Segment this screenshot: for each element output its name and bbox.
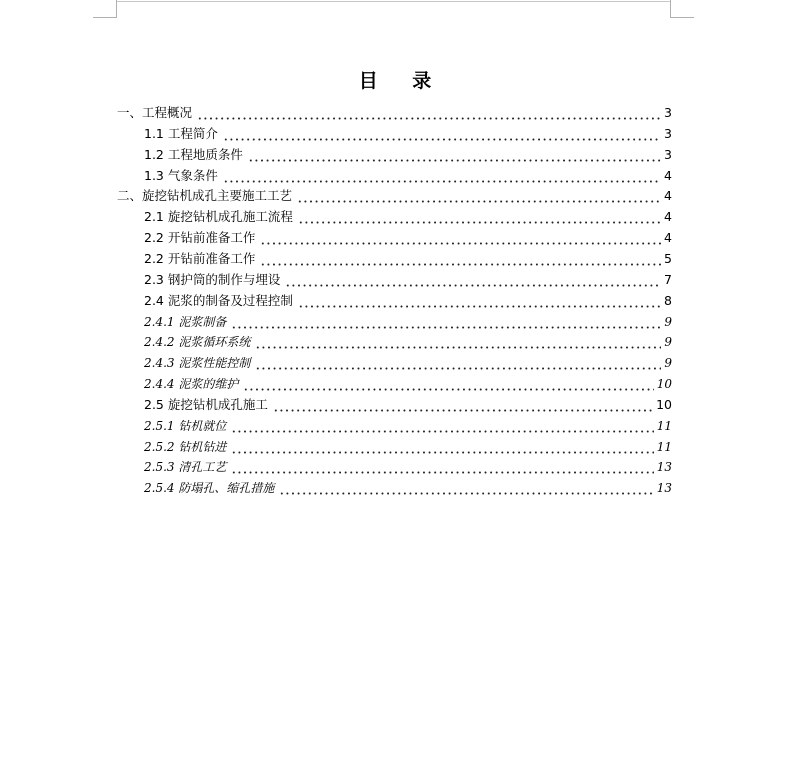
toc-entry-label: 二、旋挖钻机成孔主要施工工艺: [117, 188, 293, 204]
toc-entry-label: 2.5.2 钻机钻进: [144, 439, 227, 454]
toc-entry[interactable]: [144, 247, 672, 267]
toc-dot-leader: [243, 376, 653, 392]
toc-entry-page-number: 5: [664, 250, 672, 266]
toc-dot-leader: [223, 168, 661, 184]
toc-dot-leader: [197, 105, 661, 121]
toc-entry-page-number: 4: [664, 230, 672, 246]
toc-entry[interactable]: [144, 310, 672, 330]
toc-entry[interactable]: [144, 435, 672, 455]
toc-entry-page-number: 11: [656, 439, 672, 454]
toc-entry[interactable]: [144, 122, 672, 142]
toc-entry-label: 2.2 开钻前准备工作: [144, 230, 256, 246]
toc-dot-leader: [248, 147, 661, 163]
toc-entry[interactable]: [144, 351, 672, 371]
header-rule: [117, 1, 670, 2]
toc-dot-leader: [231, 418, 653, 434]
toc-entry[interactable]: [144, 393, 672, 413]
toc-dot-leader: [231, 314, 661, 330]
crop-mark-top-right-vertical: [670, 0, 671, 17]
toc-dot-leader: [231, 439, 653, 455]
toc-dot-leader: [297, 188, 661, 204]
toc-entry-page-number: 9: [664, 314, 672, 329]
toc-title: 目 录: [358, 70, 446, 92]
toc-entry-label: 1.2 工程地质条件: [144, 146, 243, 162]
toc-dot-leader: [298, 209, 661, 225]
toc-entry[interactable]: [144, 268, 672, 288]
toc-entry-page-number: 13: [656, 481, 672, 496]
toc-entry[interactable]: [117, 184, 672, 204]
toc-dot-leader: [279, 480, 653, 496]
toc-entry-page-number: 7: [664, 271, 672, 287]
toc-dot-leader: [255, 334, 661, 350]
toc-entry-label: 一、工程概况: [117, 105, 193, 120]
toc-entry[interactable]: [144, 289, 672, 309]
toc-dot-leader: [298, 293, 661, 309]
crop-mark-top-right-horizontal: [670, 17, 694, 18]
toc-entry-page-number: 9: [664, 356, 672, 371]
toc-entry-label: 2.4.1 泥浆制备: [144, 314, 227, 329]
toc-dot-leader: [273, 397, 653, 413]
toc-entry-page-number: 8: [664, 292, 672, 308]
toc-entry-label: 2.1 旋挖钻机成孔施工流程: [144, 209, 293, 225]
toc-entry-label: 2.5.4 防塌孔、缩孔措施: [144, 481, 275, 496]
toc-entry-label: 2.5.3 清孔工艺: [144, 460, 227, 475]
toc-entry-label: 2.3 钢护筒的制作与埋设: [144, 271, 281, 287]
toc-entry-page-number: 10: [656, 396, 672, 412]
toc-dot-leader: [223, 126, 661, 142]
toc-dot-leader: [260, 230, 661, 246]
toc-entry-page-number: 4: [664, 209, 672, 225]
toc-entry-page-number: 11: [656, 418, 672, 433]
toc-entry[interactable]: [144, 143, 672, 163]
toc-dot-leader: [255, 355, 661, 371]
toc-entry[interactable]: [144, 455, 672, 475]
toc-entry-label: 2.5.1 钻机就位: [144, 418, 227, 433]
toc-entry[interactable]: [144, 164, 672, 184]
toc-entry[interactable]: [144, 330, 672, 350]
toc-entry-page-number: 4: [664, 167, 672, 183]
toc-entry[interactable]: [144, 226, 672, 246]
toc-dot-leader: [231, 459, 653, 475]
toc-entry-page-number: 9: [664, 335, 672, 350]
toc-entry[interactable]: [144, 476, 672, 496]
toc-entry-label: 2.4.3 泥浆性能控制: [144, 356, 251, 371]
toc-entry-page-number: 13: [656, 460, 672, 475]
toc-entry-page-number: 3: [664, 125, 672, 141]
toc-dot-leader: [285, 272, 661, 288]
toc-entry-page-number: 10: [656, 377, 672, 392]
toc-entry-label: 2.4.4 泥浆的维护: [144, 377, 239, 392]
toc-entry-page-number: 4: [664, 188, 672, 204]
toc-entry-label: 1.1 工程简介: [144, 125, 218, 141]
toc-entry-label: 2.5 旋挖钻机成孔施工: [144, 396, 268, 412]
toc-entry-label: 2.2 开钻前准备工作: [144, 250, 256, 266]
toc-entry[interactable]: [144, 205, 672, 225]
toc-entry-page-number: 3: [664, 146, 672, 162]
toc-entry[interactable]: [144, 372, 672, 392]
crop-mark-top-left-horizontal: [93, 17, 117, 18]
toc-entry-label: 1.3 气象条件: [144, 167, 218, 183]
toc-dot-leader: [260, 251, 661, 267]
toc-entry[interactable]: [144, 414, 672, 434]
toc-entry-page-number: 3: [664, 105, 672, 120]
toc-entry[interactable]: [117, 101, 672, 121]
toc-entry-label: 2.4 泥浆的制备及过程控制: [144, 292, 293, 308]
toc-entry-label: 2.4.2 泥浆循环系统: [144, 335, 251, 350]
crop-mark-top-left-vertical: [116, 0, 117, 17]
